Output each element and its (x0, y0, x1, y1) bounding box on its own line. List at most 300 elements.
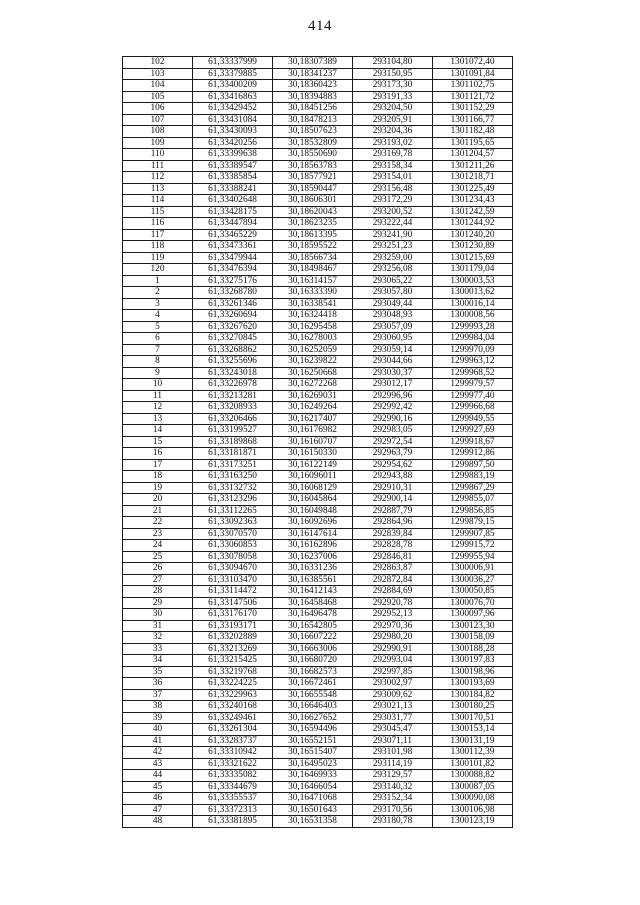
point-number-cell: 48 (123, 816, 193, 828)
longitude-cell: 30,18623235 (273, 218, 353, 230)
longitude-cell: 30,18566734 (273, 252, 353, 264)
y-coordinate-cell: 1300050,85 (433, 586, 513, 598)
longitude-cell: 30,18590447 (273, 183, 353, 195)
longitude-cell: 30,16515407 (273, 747, 353, 759)
longitude-cell: 30,16338541 (273, 298, 353, 310)
point-number-cell: 22 (123, 517, 193, 529)
y-coordinate-cell: 1301215,69 (433, 252, 513, 264)
table-row (123, 80, 513, 92)
x-coordinate-cell: 292970,36 (353, 620, 433, 632)
point-number-cell: 23 (123, 528, 193, 540)
longitude-cell: 30,18478213 (273, 114, 353, 126)
x-coordinate-cell: 292864,96 (353, 517, 433, 529)
y-coordinate-cell: 1299977,40 (433, 390, 513, 402)
x-coordinate-cell: 293060,95 (353, 333, 433, 345)
point-number-cell: 28 (123, 586, 193, 598)
longitude-cell: 30,16269031 (273, 390, 353, 402)
latitude-cell: 61,33283737 (193, 735, 273, 747)
y-coordinate-cell: 1299855,07 (433, 494, 513, 506)
longitude-cell: 30,18577921 (273, 172, 353, 184)
x-coordinate-cell: 293251,23 (353, 241, 433, 253)
y-coordinate-cell: 1300193,69 (433, 678, 513, 690)
table-row (123, 724, 513, 736)
x-coordinate-cell: 292884,69 (353, 586, 433, 598)
longitude-cell: 30,16469933 (273, 770, 353, 782)
table-row (123, 770, 513, 782)
x-coordinate-cell: 292828,78 (353, 540, 433, 552)
y-coordinate-cell: 1301240,20 (433, 229, 513, 241)
table-row (123, 436, 513, 448)
longitude-cell: 30,16314157 (273, 275, 353, 287)
longitude-cell: 30,16162896 (273, 540, 353, 552)
longitude-cell: 30,18451256 (273, 103, 353, 115)
longitude-cell: 30,16680720 (273, 655, 353, 667)
longitude-cell: 30,16594496 (273, 724, 353, 736)
point-number-cell: 14 (123, 425, 193, 437)
latitude-cell: 61,33275176 (193, 275, 273, 287)
point-number-cell: 32 (123, 632, 193, 644)
y-coordinate-cell: 1301195,65 (433, 137, 513, 149)
longitude-cell: 30,16682573 (273, 666, 353, 678)
table-row (123, 459, 513, 471)
point-number-cell: 24 (123, 540, 193, 552)
point-number-cell: 8 (123, 356, 193, 368)
longitude-cell: 30,16542805 (273, 620, 353, 632)
x-coordinate-cell: 292990,91 (353, 643, 433, 655)
table-row (123, 91, 513, 103)
y-coordinate-cell: 1299883,19 (433, 471, 513, 483)
y-coordinate-cell: 1300003,53 (433, 275, 513, 287)
latitude-cell: 61,33249461 (193, 712, 273, 724)
point-number-cell: 12 (123, 402, 193, 414)
latitude-cell: 61,33473361 (193, 241, 273, 253)
x-coordinate-cell: 293031,77 (353, 712, 433, 724)
point-number-cell: 36 (123, 678, 193, 690)
x-coordinate-cell: 293129,57 (353, 770, 433, 782)
x-coordinate-cell: 293259,00 (353, 252, 433, 264)
table-row (123, 793, 513, 805)
x-coordinate-cell: 293150,95 (353, 68, 433, 80)
point-number-cell: 113 (123, 183, 193, 195)
y-coordinate-cell: 1301121,72 (433, 91, 513, 103)
y-coordinate-cell: 1299963,12 (433, 356, 513, 368)
point-number-cell: 19 (123, 482, 193, 494)
longitude-cell: 30,16237006 (273, 551, 353, 563)
table-row (123, 678, 513, 690)
y-coordinate-cell: 1299968,52 (433, 367, 513, 379)
longitude-cell: 30,16068129 (273, 482, 353, 494)
point-number-cell: 118 (123, 241, 193, 253)
point-number-cell: 27 (123, 574, 193, 586)
longitude-cell: 30,16278003 (273, 333, 353, 345)
y-coordinate-cell: 1301179,04 (433, 264, 513, 276)
x-coordinate-cell: 292952,13 (353, 609, 433, 621)
table-row (123, 574, 513, 586)
x-coordinate-cell: 293101,98 (353, 747, 433, 759)
longitude-cell: 30,16501643 (273, 804, 353, 816)
latitude-cell: 61,33173251 (193, 459, 273, 471)
longitude-cell: 30,16646403 (273, 701, 353, 713)
y-coordinate-cell: 1301102,75 (433, 80, 513, 92)
x-coordinate-cell: 293140,32 (353, 781, 433, 793)
y-coordinate-cell: 1300090,08 (433, 793, 513, 805)
table-row (123, 609, 513, 621)
x-coordinate-cell: 293204,36 (353, 126, 433, 138)
table-row (123, 195, 513, 207)
x-coordinate-cell: 292910,31 (353, 482, 433, 494)
table-row (123, 344, 513, 356)
table-row (123, 551, 513, 563)
point-number-cell: 6 (123, 333, 193, 345)
point-number-cell: 20 (123, 494, 193, 506)
x-coordinate-cell: 292996,96 (353, 390, 433, 402)
longitude-cell: 30,16324418 (273, 310, 353, 322)
point-number-cell: 37 (123, 689, 193, 701)
table-row (123, 103, 513, 115)
point-number-cell: 104 (123, 80, 193, 92)
longitude-cell: 30,16531358 (273, 816, 353, 828)
longitude-cell: 30,16272268 (273, 379, 353, 391)
latitude-cell: 61,33267620 (193, 321, 273, 333)
table-row (123, 643, 513, 655)
x-coordinate-cell: 293200,52 (353, 206, 433, 218)
x-coordinate-cell: 292983,05 (353, 425, 433, 437)
point-number-cell: 106 (123, 103, 193, 115)
latitude-cell: 61,33416863 (193, 91, 273, 103)
latitude-cell: 61,33476394 (193, 264, 273, 276)
y-coordinate-cell: 1299966,68 (433, 402, 513, 414)
longitude-cell: 30,16252059 (273, 344, 353, 356)
x-coordinate-cell: 292954,62 (353, 459, 433, 471)
longitude-cell: 30,18606301 (273, 195, 353, 207)
table-row (123, 482, 513, 494)
latitude-cell: 61,33335082 (193, 770, 273, 782)
table-row (123, 183, 513, 195)
longitude-cell: 30,16412143 (273, 586, 353, 598)
y-coordinate-cell: 1300153,14 (433, 724, 513, 736)
latitude-cell: 61,33094670 (193, 563, 273, 575)
point-number-cell: 30 (123, 609, 193, 621)
latitude-cell: 61,33224225 (193, 678, 273, 690)
longitude-cell: 30,16295458 (273, 321, 353, 333)
longitude-cell: 30,16495023 (273, 758, 353, 770)
y-coordinate-cell: 1301072,40 (433, 57, 513, 69)
latitude-cell: 61,33229963 (193, 689, 273, 701)
longitude-cell: 30,18394883 (273, 91, 353, 103)
longitude-cell: 30,16385561 (273, 574, 353, 586)
latitude-cell: 61,33070570 (193, 528, 273, 540)
longitude-cell: 30,18532809 (273, 137, 353, 149)
table-row (123, 275, 513, 287)
latitude-cell: 61,33215425 (193, 655, 273, 667)
y-coordinate-cell: 1299984,04 (433, 333, 513, 345)
x-coordinate-cell: 292997,85 (353, 666, 433, 678)
x-coordinate-cell: 292943,88 (353, 471, 433, 483)
point-number-cell: 111 (123, 160, 193, 172)
table-row (123, 505, 513, 517)
x-coordinate-cell: 293071,11 (353, 735, 433, 747)
point-number-cell: 114 (123, 195, 193, 207)
latitude-cell: 61,33385854 (193, 172, 273, 184)
y-coordinate-cell: 1300097,96 (433, 609, 513, 621)
point-number-cell: 108 (123, 126, 193, 138)
y-coordinate-cell: 1301234,43 (433, 195, 513, 207)
point-number-cell: 103 (123, 68, 193, 80)
x-coordinate-cell: 293030,37 (353, 367, 433, 379)
y-coordinate-cell: 1301218,71 (433, 172, 513, 184)
y-coordinate-cell: 1299970,09 (433, 344, 513, 356)
table-row (123, 298, 513, 310)
point-number-cell: 115 (123, 206, 193, 218)
y-coordinate-cell: 1300008,56 (433, 310, 513, 322)
latitude-cell: 61,33123296 (193, 494, 273, 506)
latitude-cell: 61,33399638 (193, 149, 273, 161)
x-coordinate-cell: 292872,84 (353, 574, 433, 586)
latitude-cell: 61,33226978 (193, 379, 273, 391)
y-coordinate-cell: 1300036,27 (433, 574, 513, 586)
longitude-cell: 30,16552151 (273, 735, 353, 747)
table-row (123, 471, 513, 483)
y-coordinate-cell: 1300184,82 (433, 689, 513, 701)
x-coordinate-cell: 292980,20 (353, 632, 433, 644)
latitude-cell: 61,33114472 (193, 586, 273, 598)
latitude-cell: 61,33270845 (193, 333, 273, 345)
point-number-cell: 9 (123, 367, 193, 379)
y-coordinate-cell: 1301152,29 (433, 103, 513, 115)
x-coordinate-cell: 293180,78 (353, 816, 433, 828)
latitude-cell: 61,33428175 (193, 206, 273, 218)
x-coordinate-cell: 292972,54 (353, 436, 433, 448)
latitude-cell: 61,33147506 (193, 597, 273, 609)
latitude-cell: 61,33199527 (193, 425, 273, 437)
point-number-cell: 119 (123, 252, 193, 264)
latitude-cell: 61,33372313 (193, 804, 273, 816)
latitude-cell: 61,33389547 (193, 160, 273, 172)
latitude-cell: 61,33420256 (193, 137, 273, 149)
latitude-cell: 61,33193171 (193, 620, 273, 632)
x-coordinate-cell: 293173,30 (353, 80, 433, 92)
x-coordinate-cell: 293204,50 (353, 103, 433, 115)
table-row (123, 816, 513, 828)
x-coordinate-cell: 293205,91 (353, 114, 433, 126)
latitude-cell: 61,33400209 (193, 80, 273, 92)
table-row (123, 160, 513, 172)
point-number-cell: 102 (123, 57, 193, 69)
y-coordinate-cell: 1301166,77 (433, 114, 513, 126)
table-row (123, 804, 513, 816)
point-number-cell: 120 (123, 264, 193, 276)
point-number-cell: 45 (123, 781, 193, 793)
point-number-cell: 29 (123, 597, 193, 609)
y-coordinate-cell: 1300016,14 (433, 298, 513, 310)
latitude-cell: 61,33255696 (193, 356, 273, 368)
y-coordinate-cell: 1299955,94 (433, 551, 513, 563)
table-row (123, 149, 513, 161)
latitude-cell: 61,33268862 (193, 344, 273, 356)
x-coordinate-cell: 293009,62 (353, 689, 433, 701)
x-coordinate-cell: 293021,13 (353, 701, 433, 713)
table-row (123, 356, 513, 368)
coordinates-table (122, 56, 513, 828)
point-number-cell: 39 (123, 712, 193, 724)
longitude-cell: 30,16458468 (273, 597, 353, 609)
longitude-cell: 30,16160707 (273, 436, 353, 448)
y-coordinate-cell: 1300013,62 (433, 287, 513, 299)
point-number-cell: 4 (123, 310, 193, 322)
longitude-cell: 30,16217407 (273, 413, 353, 425)
table-row (123, 747, 513, 759)
table-row (123, 586, 513, 598)
y-coordinate-cell: 1300188,28 (433, 643, 513, 655)
latitude-cell: 61,33429452 (193, 103, 273, 115)
y-coordinate-cell: 1300123,19 (433, 816, 513, 828)
y-coordinate-cell: 1299907,85 (433, 528, 513, 540)
table-row (123, 735, 513, 747)
y-coordinate-cell: 1300076,70 (433, 597, 513, 609)
y-coordinate-cell: 1300197,83 (433, 655, 513, 667)
y-coordinate-cell: 1300112,39 (433, 747, 513, 759)
longitude-cell: 30,16607222 (273, 632, 353, 644)
longitude-cell: 30,18563783 (273, 160, 353, 172)
table-row (123, 172, 513, 184)
table-row (123, 563, 513, 575)
longitude-cell: 30,16471068 (273, 793, 353, 805)
y-coordinate-cell: 1300006,91 (433, 563, 513, 575)
latitude-cell: 61,33465229 (193, 229, 273, 241)
y-coordinate-cell: 1299918,67 (433, 436, 513, 448)
table-row (123, 528, 513, 540)
point-number-cell: 17 (123, 459, 193, 471)
y-coordinate-cell: 1299927,69 (433, 425, 513, 437)
page-number: 414 (308, 18, 332, 34)
y-coordinate-cell: 1300106,98 (433, 804, 513, 816)
point-number-cell: 10 (123, 379, 193, 391)
x-coordinate-cell: 292990,16 (353, 413, 433, 425)
y-coordinate-cell: 1301204,57 (433, 149, 513, 161)
x-coordinate-cell: 293256,08 (353, 264, 433, 276)
latitude-cell: 61,33213281 (193, 390, 273, 402)
y-coordinate-cell: 1301091,84 (433, 68, 513, 80)
point-number-cell: 18 (123, 471, 193, 483)
y-coordinate-cell: 1301225,49 (433, 183, 513, 195)
x-coordinate-cell: 293044,66 (353, 356, 433, 368)
table-row (123, 114, 513, 126)
point-number-cell: 117 (123, 229, 193, 241)
y-coordinate-cell: 1300123,30 (433, 620, 513, 632)
table-row (123, 379, 513, 391)
table-row (123, 781, 513, 793)
latitude-cell: 61,33213269 (193, 643, 273, 655)
table-row (123, 620, 513, 632)
longitude-cell: 30,16672461 (273, 678, 353, 690)
x-coordinate-cell: 293170,56 (353, 804, 433, 816)
table-row (123, 229, 513, 241)
longitude-cell: 30,18360423 (273, 80, 353, 92)
point-number-cell: 47 (123, 804, 193, 816)
point-number-cell: 2 (123, 287, 193, 299)
y-coordinate-cell: 1299897,50 (433, 459, 513, 471)
point-number-cell: 38 (123, 701, 193, 713)
y-coordinate-cell: 1300131,19 (433, 735, 513, 747)
point-number-cell: 16 (123, 448, 193, 460)
table-row (123, 540, 513, 552)
y-coordinate-cell: 1301244,92 (433, 218, 513, 230)
x-coordinate-cell: 293104,80 (353, 57, 433, 69)
point-number-cell: 46 (123, 793, 193, 805)
y-coordinate-cell: 1299856,85 (433, 505, 513, 517)
table-row (123, 390, 513, 402)
point-number-cell: 26 (123, 563, 193, 575)
latitude-cell: 61,33219768 (193, 666, 273, 678)
latitude-cell: 61,33176170 (193, 609, 273, 621)
latitude-cell: 61,33112265 (193, 505, 273, 517)
point-number-cell: 1 (123, 275, 193, 287)
point-number-cell: 116 (123, 218, 193, 230)
x-coordinate-cell: 293222,44 (353, 218, 433, 230)
y-coordinate-cell: 1300088,82 (433, 770, 513, 782)
table-row (123, 287, 513, 299)
longitude-cell: 30,16092696 (273, 517, 353, 529)
latitude-cell: 61,33381895 (193, 816, 273, 828)
coordinates-table-body (123, 57, 513, 828)
point-number-cell: 107 (123, 114, 193, 126)
longitude-cell: 30,16627652 (273, 712, 353, 724)
x-coordinate-cell: 293172,29 (353, 195, 433, 207)
latitude-cell: 61,33344679 (193, 781, 273, 793)
y-coordinate-cell: 1299912,86 (433, 448, 513, 460)
point-number-cell: 41 (123, 735, 193, 747)
y-coordinate-cell: 1301182,48 (433, 126, 513, 138)
latitude-cell: 61,33337999 (193, 57, 273, 69)
table-row (123, 264, 513, 276)
latitude-cell: 61,33430093 (193, 126, 273, 138)
y-coordinate-cell: 1300101,82 (433, 758, 513, 770)
table-row (123, 517, 513, 529)
x-coordinate-cell: 293158,34 (353, 160, 433, 172)
longitude-cell: 30,16655548 (273, 689, 353, 701)
x-coordinate-cell: 293065,22 (353, 275, 433, 287)
latitude-cell: 61,33447894 (193, 218, 273, 230)
point-number-cell: 35 (123, 666, 193, 678)
latitude-cell: 61,33260694 (193, 310, 273, 322)
point-number-cell: 42 (123, 747, 193, 759)
latitude-cell: 61,33206466 (193, 413, 273, 425)
longitude-cell: 30,16049848 (273, 505, 353, 517)
latitude-cell: 61,33189868 (193, 436, 273, 448)
longitude-cell: 30,18307389 (273, 57, 353, 69)
table-row (123, 758, 513, 770)
y-coordinate-cell: 1299979,57 (433, 379, 513, 391)
y-coordinate-cell: 1301242,59 (433, 206, 513, 218)
y-coordinate-cell: 1299949,55 (433, 413, 513, 425)
longitude-cell: 30,16176982 (273, 425, 353, 437)
x-coordinate-cell: 293059,14 (353, 344, 433, 356)
x-coordinate-cell: 293057,09 (353, 321, 433, 333)
y-coordinate-cell: 1300198,96 (433, 666, 513, 678)
table-row (123, 367, 513, 379)
point-number-cell: 40 (123, 724, 193, 736)
point-number-cell: 34 (123, 655, 193, 667)
table-row (123, 321, 513, 333)
longitude-cell: 30,18498467 (273, 264, 353, 276)
x-coordinate-cell: 293241,90 (353, 229, 433, 241)
y-coordinate-cell: 1299867,29 (433, 482, 513, 494)
longitude-cell: 30,18620043 (273, 206, 353, 218)
longitude-cell: 30,18507623 (273, 126, 353, 138)
y-coordinate-cell: 1301230,89 (433, 241, 513, 253)
latitude-cell: 61,33355537 (193, 793, 273, 805)
table-row (123, 701, 513, 713)
